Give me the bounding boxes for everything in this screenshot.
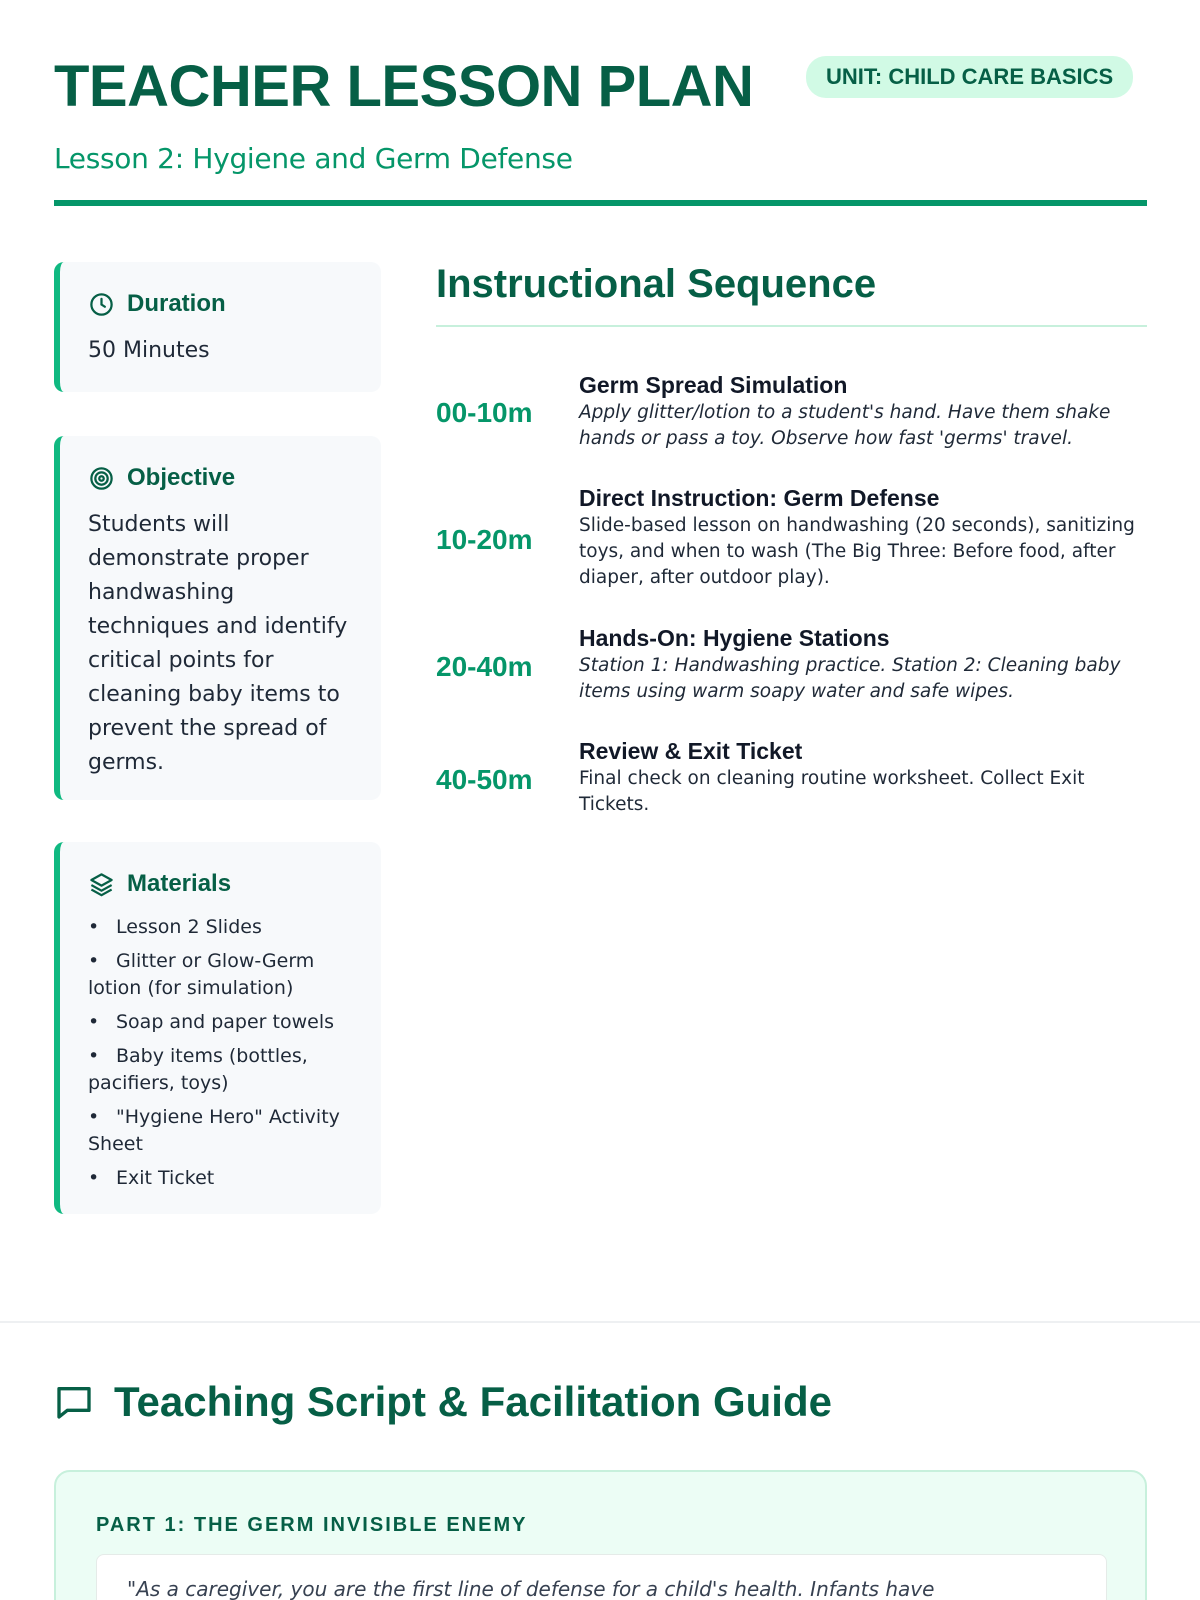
objective-text: Students will demonstrate proper handwashing techniques and identify critical points for cleaning baby items to prevent the spread of germs. — [88, 512, 348, 775]
sequence-title: Instructional Sequence — [436, 262, 1147, 327]
sequence-description: Final check on cleaning routine worksheet. Collect Exit Tickets. — [579, 768, 1085, 815]
list-item: • Baby items (bottles, pacifiers, toys) — [88, 1045, 308, 1094]
sequence-body — [579, 370, 1147, 452]
sequence-body — [579, 483, 1147, 591]
materials-list — [88, 914, 351, 1192]
materials-card — [54, 842, 381, 1214]
objective-card-header — [88, 464, 351, 492]
material-label: Glitter or Glow-Germ lotion (for simulation) — [88, 950, 315, 999]
instructional-sequence — [436, 262, 1147, 815]
sequence-time: 10-20m — [436, 524, 533, 555]
material-label: Baby items (bottles, pacifiers, toys) — [88, 1045, 308, 1094]
target-icon — [88, 465, 115, 492]
duration-title: Duration — [127, 290, 226, 317]
sequence-body — [579, 623, 1147, 705]
sequence-heading: Germ Spread Simulation — [579, 372, 848, 398]
layers-icon — [88, 871, 115, 898]
objective-card — [54, 436, 381, 800]
duration-card-header — [88, 290, 351, 318]
sequence-heading: Direct Instruction: Germ Defense — [579, 485, 940, 511]
lesson-subtitle: Lesson 2: Hygiene and Germ Defense — [54, 142, 573, 175]
material-label: "Hygiene Hero" Activity Sheet — [88, 1106, 340, 1155]
page-title: TEACHER LESSON PLAN — [54, 54, 754, 119]
sequence-heading: Review & Exit Ticket — [579, 738, 803, 764]
unit-badge: UNIT: CHILD CARE BASICS — [806, 56, 1133, 98]
material-label: Soap and paper towels — [116, 1011, 334, 1033]
materials-card-header — [88, 870, 351, 898]
sequence-time: 20-40m — [436, 651, 533, 682]
message-square-icon — [54, 1382, 94, 1422]
sequence-time: 40-50m — [436, 764, 533, 795]
list-item: • Soap and paper towels — [88, 1011, 334, 1033]
sequence-description: Station 1: Handwashing practice. Station 2: Cleaning baby items using warm soapy water and safe wipes. — [579, 655, 1121, 702]
script-quote: "As a caregiver, you are the first line of defense for a child's health. Infants have — [127, 1577, 935, 1600]
clock-icon — [88, 291, 115, 318]
script-quote-box — [96, 1554, 1107, 1600]
section-divider — [0, 1321, 1200, 1323]
material-label: Lesson 2 Slides — [116, 916, 262, 938]
script-section-header — [54, 1378, 832, 1426]
part-label: PART 1: THE GERM INVISIBLE ENEMY — [96, 1514, 528, 1536]
list-item: • "Hygiene Hero" Activity Sheet — [88, 1106, 340, 1155]
header-divider — [54, 200, 1147, 206]
page-header — [54, 52, 1147, 175]
material-label: Exit Ticket — [116, 1167, 215, 1189]
list-item: • Lesson 2 Slides — [88, 916, 262, 938]
list-item: • Exit Ticket — [88, 1167, 215, 1189]
duration-card — [54, 262, 381, 392]
sequence-description: Apply glitter/lotion to a student's hand. Have them shake hands or pass a toy. Observe how fast 'germs' travel. — [579, 402, 1111, 449]
sequence-time: 00-10m — [436, 397, 533, 428]
sequence-heading: Hands-On: Hygiene Stations — [579, 625, 890, 651]
script-part-card — [54, 1470, 1147, 1600]
sequence-description: Slide-based lesson on handwashing (20 seconds), sanitizing toys, and when to wash (The Big Three: Before food, after diaper, after outdoor play). — [579, 515, 1135, 588]
duration-value: 50 Minutes — [88, 338, 210, 363]
script-title: Teaching Script & Facilitation Guide — [114, 1378, 832, 1425]
list-item: • Glitter or Glow-Germ lotion (for simulation) — [88, 950, 315, 999]
objective-title: Objective — [127, 464, 236, 491]
materials-title: Materials — [127, 870, 232, 897]
sequence-body — [579, 736, 1147, 818]
